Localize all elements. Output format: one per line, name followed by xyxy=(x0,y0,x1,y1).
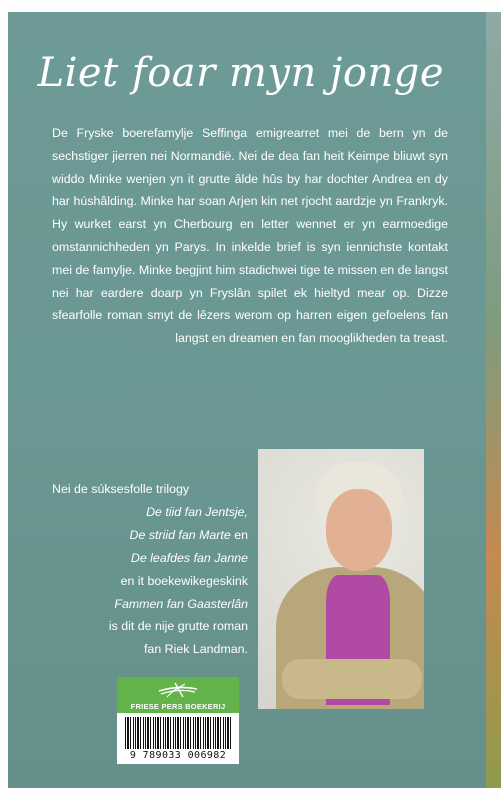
spine-strip xyxy=(486,12,501,788)
publisher-name: FRIESE PERS BOEKERIJ xyxy=(130,702,226,711)
publisher-badge xyxy=(117,677,239,713)
author-photo xyxy=(258,449,424,709)
book-blurb: De Fryske boerefamylje Seffinga emigrearret mei de bern yn de sechstiger jierren nei Normandië. Nei de dea fan heit Keimpe bliuwt syn widdo Minke wenjen yn it grutte âlde hûs by har dochter Andrea en dy har húshâlding. Minke har soan Arjen kin net rjocht aardzje yn Frankryk. Hy wurket earst yn Cherbourg en letter wennet er yn earmoedige omstannichheden yn Parys. In inkelde brief is syn iennichste kontakt mei de famylje. Minke begjint him stadichwei tige te missen en de langst nei har eardere doarp yn Fryslân spilet ek hieltyd mear op. Dizze sfearfolle roman smyt de lêzers werom op harren eigen gefoelens fan langst en dreamen en fan mooglikheden ta treast. xyxy=(52,126,448,346)
photo-face xyxy=(326,489,392,571)
trilogy-and: en xyxy=(230,527,248,542)
trilogy-outro-1: is dit de nije grutte roman xyxy=(108,619,248,634)
isbn-barcode xyxy=(117,713,239,764)
trilogy-book-3: De leafdes fan Janne xyxy=(130,550,248,565)
trilogy-book-2: De striid fan Marte xyxy=(129,527,231,542)
trilogy-outro-2: fan Riek Landman. xyxy=(143,642,248,657)
gift-line: en it boekewikegeskink xyxy=(120,573,248,588)
gift-book: Fammen fan Gaasterlân xyxy=(114,596,248,611)
publisher-logo-icon xyxy=(153,681,203,699)
barcode-digits: 9 789033 006982 xyxy=(129,750,227,761)
trilogy-book-1: De tiid fan Jentsje, xyxy=(146,504,248,519)
trilogy-intro: Nei de súksesfolle trilogy xyxy=(52,482,190,496)
photo-arm xyxy=(282,659,422,699)
trilogy-text xyxy=(52,478,248,661)
barcode-icon xyxy=(125,717,231,749)
book-title: Liet foar myn jonge xyxy=(37,50,444,96)
